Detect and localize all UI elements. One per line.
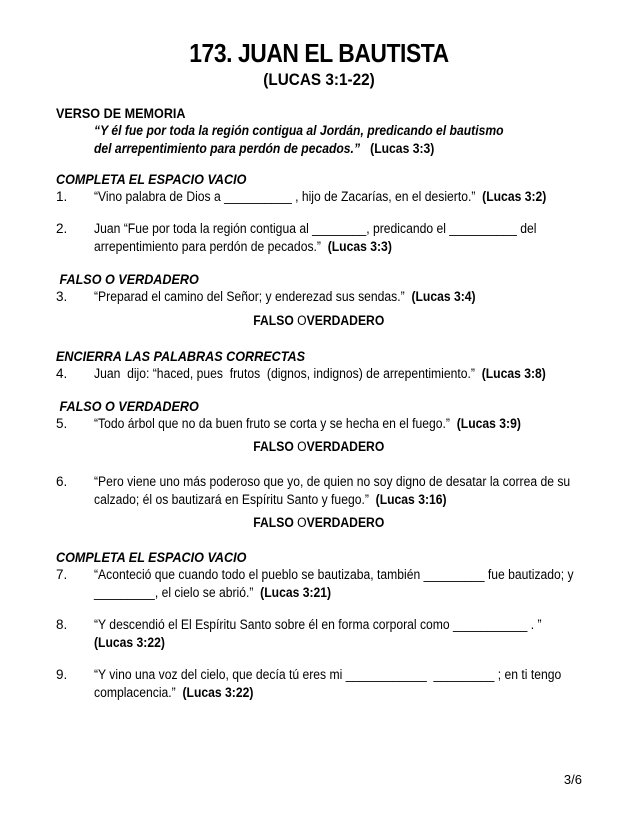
question-9: 9. “Y vino una voz del cielo, que decía tú eres mi ____________ _________ ; en ti tengo complacencia.” (Lucas 3:22)	[56, 667, 562, 700]
section-heading: COMPLETA EL ESPACIO VACIO	[56, 549, 247, 565]
memory-heading: VERSO DE MEMORIA	[56, 105, 186, 121]
memory-verse-ref: (Lucas 3:3)	[370, 141, 435, 156]
section-true-false-2	[56, 397, 596, 433]
section-heading: FALSO O VERDADERO	[56, 398, 199, 414]
section-fill-blank-2	[56, 548, 596, 602]
question-4: 4. Juan dijo: “haced, pues frutos (dignos, indignos) de arrepentimiento.” (Lucas 3:8)	[56, 366, 546, 381]
question-2: 2. Juan “Fue por toda la región contigua al ________, predicando el __________ del arrepentimiento para perdón de pecados.” (Lucas 3:3)	[56, 221, 537, 254]
section-true-false-1	[56, 270, 596, 306]
page-title: 173. JUAN EL BAUTISTA	[189, 38, 449, 68]
section-heading: FALSO O VERDADERO	[56, 271, 199, 287]
question-3: 3. “Preparad el camino del Señor; y enderezad sus sendas.” (Lucas 3:4)	[56, 289, 476, 304]
section-circle-words	[56, 347, 596, 383]
question-6: 6. “Pero viene uno más poderoso que yo, de quien no soy digno de desatar la correa de su calzado; él os bautizará en Espíritu Santo y fuego.” (Lucas 3:16)	[56, 474, 571, 507]
question-1: 1. “Vino palabra de Dios a __________ , hijo de Zacarías, en el desierto.” (Lucas 3:2)	[56, 189, 547, 204]
section-heading: ENCIERRA LAS PALABRAS CORRECTAS	[56, 348, 305, 364]
section-fill-blank-1	[56, 170, 596, 206]
memory-verse-block	[56, 104, 596, 158]
question-7: 7. “Aconteció que cuando todo el pueblo se bautizaba, también _________ fue bautizado; y _________, el cielo se abrió.” (Lucas 3:21)	[56, 567, 574, 600]
section-heading: COMPLETA EL ESPACIO VACIO	[56, 171, 247, 187]
true-false-answer-3[interactable]: FALSO OVERDADERO	[253, 313, 385, 328]
page-number: 3/6	[563, 772, 582, 787]
true-false-answer-6[interactable]: FALSO OVERDADERO	[253, 515, 385, 530]
question-8: 8. “Y descendió el El Espíritu Santo sobre él en forma corporal como ___________ . ” (Lucas 3:22)	[56, 617, 542, 650]
page-subtitle: (LUCAS 3:1-22)	[263, 70, 375, 89]
question-5: 5. “Todo árbol que no da buen fruto se corta y se hecha en el fuego.” (Lucas 3:9)	[56, 416, 521, 431]
true-false-answer-5[interactable]: FALSO OVERDADERO	[253, 439, 385, 454]
memory-verse-text: “Y él fue por toda la región contigua al Jordán, predicando el bautismo del arrepentimiento para perdón de pecados.” (Lucas 3:3)	[94, 123, 504, 156]
